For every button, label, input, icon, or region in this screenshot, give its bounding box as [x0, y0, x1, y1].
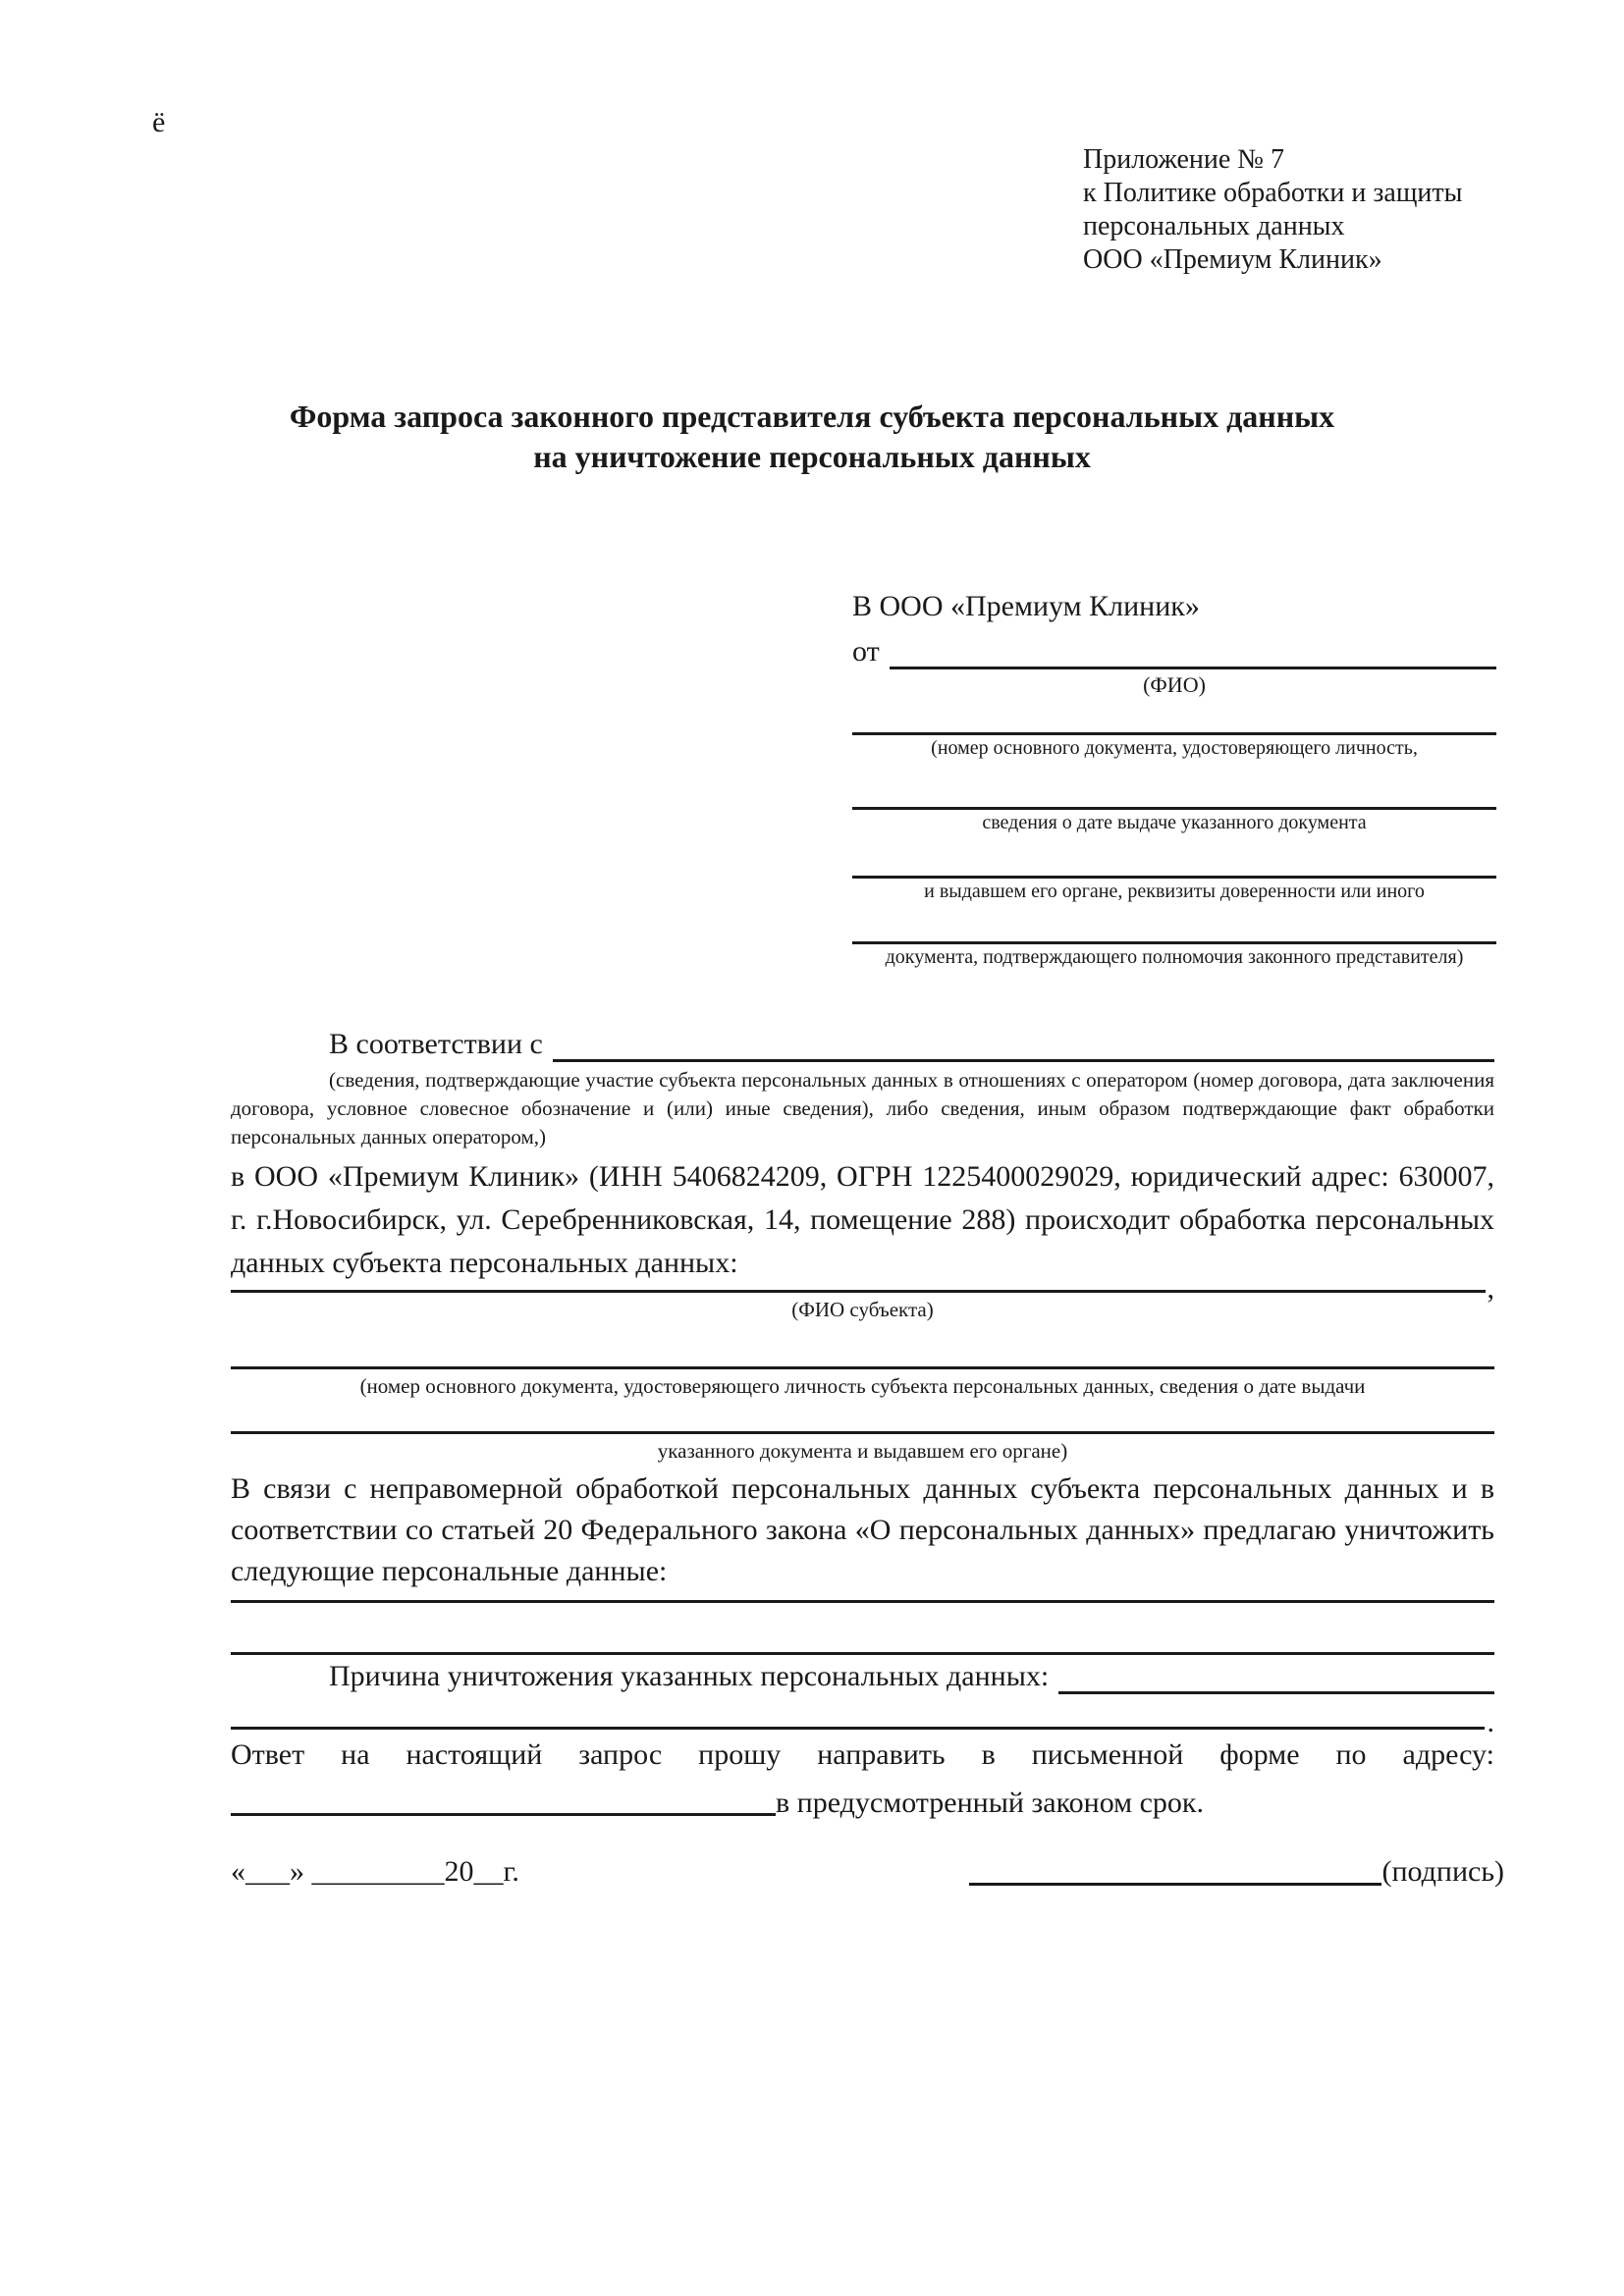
- from-label: от: [852, 635, 880, 667]
- doc-hint: (номер основного документа, удостоверяющего личность,: [931, 737, 1418, 759]
- subject-doc-hint: указанного документа и выдавшем его органе): [657, 1439, 1068, 1463]
- appendix-header-line: Приложение № 7: [1083, 144, 1284, 175]
- subject-fio-hint: (ФИО субъекта): [791, 1298, 934, 1321]
- blank-line: [231, 1366, 1494, 1369]
- footer-row: [231, 1853, 1504, 1891]
- from-blank-line: [890, 667, 1496, 669]
- operator-paragraph: в ООО «Премиум Клиник» (ИНН 5406824209, ОГРН 1225400029029, юридический адрес: 630007, г. г.Новосибирск, ул. Серебренниковская, 14, помещение 288) происходит обработка персональных данных субъекта персональных данных:: [231, 1160, 1494, 1279]
- blank-line: [231, 1431, 1494, 1434]
- according-field: [231, 1025, 1494, 1062]
- doc-hint: документа, подтверждающего полномочия законного представителя): [885, 946, 1464, 968]
- form-title: [0, 397, 1624, 477]
- demand-paragraph: В связи с неправомерной обработкой персональных данных субъекта персональных данных и в соответствии со статьей 20 Федерального закона «О персональных данных» предлагаю уничтожить следующие персональные данные:: [231, 1472, 1494, 1587]
- trailing-comma: ,: [1487, 1272, 1494, 1305]
- addressee-block: [852, 587, 1496, 970]
- subject-doc-hint: (номер основного документа, удостоверяющего личность субъекта персональных данных, сведения о дате выдачи: [359, 1374, 1366, 1398]
- reply-tail: в предусмотренный законом срок.: [776, 1787, 1204, 1819]
- form-title-line: Форма запроса законного представителя субъекта персональных данных: [289, 399, 1335, 434]
- reason-blank-line: [1058, 1691, 1494, 1694]
- signature-hint: (подпись): [1381, 1855, 1504, 1888]
- appendix-header-line: ООО «Премиум Клиник»: [1083, 244, 1382, 275]
- blank-line: [231, 1600, 1494, 1603]
- reply-sentence: Ответ на настоящий запрос прошу направить в письменной форме по адресу:: [231, 1738, 1494, 1771]
- appendix-header-line: к Политике обработки и защиты: [1083, 178, 1463, 208]
- addressee-org: В ООО «Премиум Клиник»: [852, 590, 1200, 622]
- reason-continuation-field: [231, 1694, 1494, 1738]
- form-title-line: на уничтожение персональных данных: [533, 439, 1091, 474]
- blank-line: [231, 1727, 1485, 1730]
- trailing-period: .: [1487, 1706, 1494, 1738]
- doc-hint: сведения о дате выдаче указанного документа: [982, 812, 1367, 833]
- according-blank-line: [553, 1059, 1494, 1062]
- fio-hint: (ФИО): [1143, 672, 1206, 697]
- according-hint: (сведения, подтверждающие участие субъекта персональных данных в отношениях с оператором (номер договора, дата заключения договора, условное словесное обозначение и (или) иные сведения), либо сведения, иным образом подтверждающие факт обработки персональных данных оператором,): [231, 1068, 1494, 1148]
- reply-address-field: [231, 1777, 1494, 1820]
- signature-blank-line: [969, 1883, 1381, 1886]
- from-field: [852, 626, 1496, 669]
- signature-field: [969, 1853, 1504, 1891]
- reason-prefix: Причина уничтожения указанных персональных данных:: [329, 1660, 1050, 1692]
- date-blank: «___» _________20__г.: [231, 1855, 519, 1888]
- appendix-header-line: персональных данных: [1083, 211, 1345, 241]
- stray-character: ё: [152, 106, 166, 138]
- appendix-header: [1083, 143, 1505, 277]
- blank-line: [231, 1813, 776, 1816]
- reason-field: [231, 1655, 1494, 1694]
- blank-line: [231, 1290, 1486, 1293]
- subject-fio-field: [231, 1272, 1494, 1305]
- according-prefix: В соответствии с: [329, 1028, 543, 1060]
- doc-hint: и выдавшем его органе, реквизиты доверенности или иного: [924, 881, 1425, 902]
- body-column: [231, 1025, 1494, 1820]
